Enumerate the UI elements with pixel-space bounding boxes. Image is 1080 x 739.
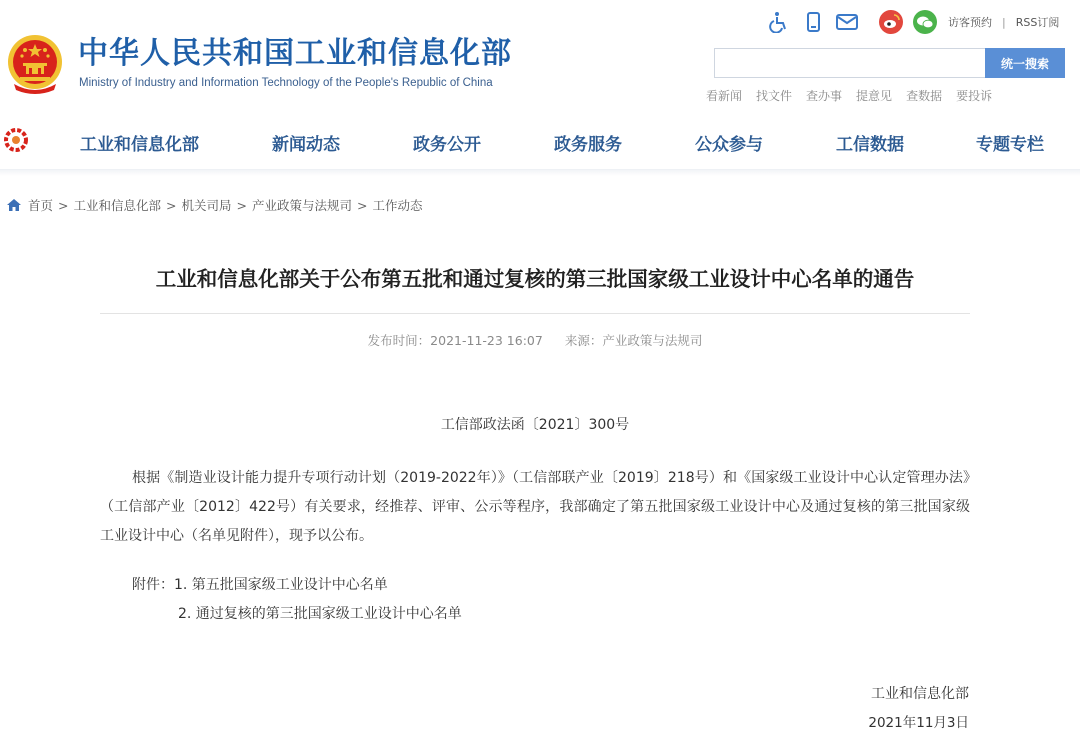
- national-emblem-icon[interactable]: [6, 32, 64, 94]
- attachment-line-1: [132, 574, 388, 594]
- breadcrumb-arrow: >: [357, 197, 368, 213]
- attachment-label: 附件：: [132, 577, 174, 593]
- publish-label: 发布时间：: [367, 333, 431, 348]
- attachment-link-2[interactable]: 2. 通过复核的第三批国家级工业设计中心名单: [178, 606, 462, 622]
- signature-date: 2021年11月3日: [868, 715, 969, 731]
- mobile-icon[interactable]: [800, 9, 826, 35]
- top-icon-bar: [766, 8, 946, 36]
- nav-logo-icon[interactable]: [2, 128, 32, 152]
- rss-link[interactable]: RSS订阅: [1015, 16, 1060, 29]
- wechat-icon[interactable]: [912, 9, 938, 35]
- breadcrumb-miit[interactable]: 工业和信息化部: [73, 198, 162, 213]
- breadcrumb-arrow: >: [236, 197, 247, 213]
- home-icon[interactable]: [6, 198, 22, 212]
- top-links: [948, 14, 1059, 30]
- weibo-icon[interactable]: [878, 9, 904, 35]
- source-value: 产业政策与法规司: [602, 333, 703, 348]
- nav-item-topics[interactable]: 专题专栏: [976, 135, 1044, 155]
- accessibility-icon[interactable]: [766, 9, 792, 35]
- nav-item-gov-services[interactable]: 政务服务: [554, 135, 622, 155]
- breadcrumb-home[interactable]: 首页: [28, 198, 54, 213]
- quick-link-data[interactable]: 查数据: [906, 89, 943, 103]
- nav-item-gov-affairs[interactable]: 政务公开: [413, 135, 481, 155]
- link-separator: |: [1002, 16, 1006, 29]
- document-number: 工信部政法函〔2021〕300号: [440, 417, 630, 433]
- quick-link-feedback[interactable]: 提意见: [856, 89, 893, 103]
- attachment-link-1[interactable]: 1. 第五批国家级工业设计中心名单: [174, 577, 388, 593]
- site-header: [0, 0, 1080, 112]
- title-divider: [100, 313, 970, 314]
- breadcrumb-policy-dept[interactable]: 产业政策与法规司: [252, 198, 353, 213]
- main-nav: [0, 112, 1080, 170]
- quick-link-news[interactable]: 看新闻: [706, 89, 743, 103]
- breadcrumb: [6, 196, 423, 214]
- source-label: 来源：: [564, 333, 603, 348]
- site-subtitle: Ministry of Industry and Information Technology of the People's Republic of China: [79, 77, 493, 89]
- article-body: 根据《制造业设计能力提升专项行动计划（2019-2022年）》（工信部联产业〔2019〕218号）和《国家级工业设计中心认定管理办法》（工信部产业〔2012〕422号）有关要求，经推荐、评审、公示等程序，我部确定了第五批国家级工业设计中心及通过复核的第三批国家级工业设计中心（名单见附件），现予以公布。: [100, 470, 970, 544]
- quick-links: [706, 87, 1006, 104]
- nav-divider: [0, 170, 1080, 176]
- mail-icon[interactable]: [834, 9, 860, 35]
- breadcrumb-departments[interactable]: 机关司局: [181, 198, 232, 213]
- signature-org: 工业和信息化部: [871, 686, 969, 702]
- quick-link-files[interactable]: 找文件: [756, 89, 793, 103]
- breadcrumb-work-updates[interactable]: 工作动态: [372, 198, 423, 213]
- nav-item-news[interactable]: 新闻动态: [272, 135, 340, 155]
- nav-item-participation[interactable]: 公众参与: [695, 135, 763, 155]
- nav-item-miit[interactable]: 工业和信息化部: [80, 135, 199, 155]
- quick-link-services[interactable]: 查办事: [806, 89, 843, 103]
- site-title[interactable]: 中华人民共和国工业和信息化部: [78, 36, 512, 71]
- nav-item-data[interactable]: 工信数据: [836, 135, 904, 155]
- article-title: 工业和信息化部关于公布第五批和通过复核的第三批国家级工业设计中心名单的通告: [155, 267, 915, 291]
- breadcrumb-arrow: >: [166, 197, 177, 213]
- visitor-booking-link[interactable]: 访客预约: [948, 16, 992, 29]
- article-meta: [100, 331, 970, 349]
- breadcrumb-arrow: >: [58, 197, 69, 213]
- search-input[interactable]: [714, 48, 986, 78]
- quick-link-complaint[interactable]: 要投诉: [956, 89, 993, 103]
- unified-search-button[interactable]: 统一搜索: [985, 48, 1065, 78]
- publish-time: 2021-11-23 16:07: [430, 333, 543, 348]
